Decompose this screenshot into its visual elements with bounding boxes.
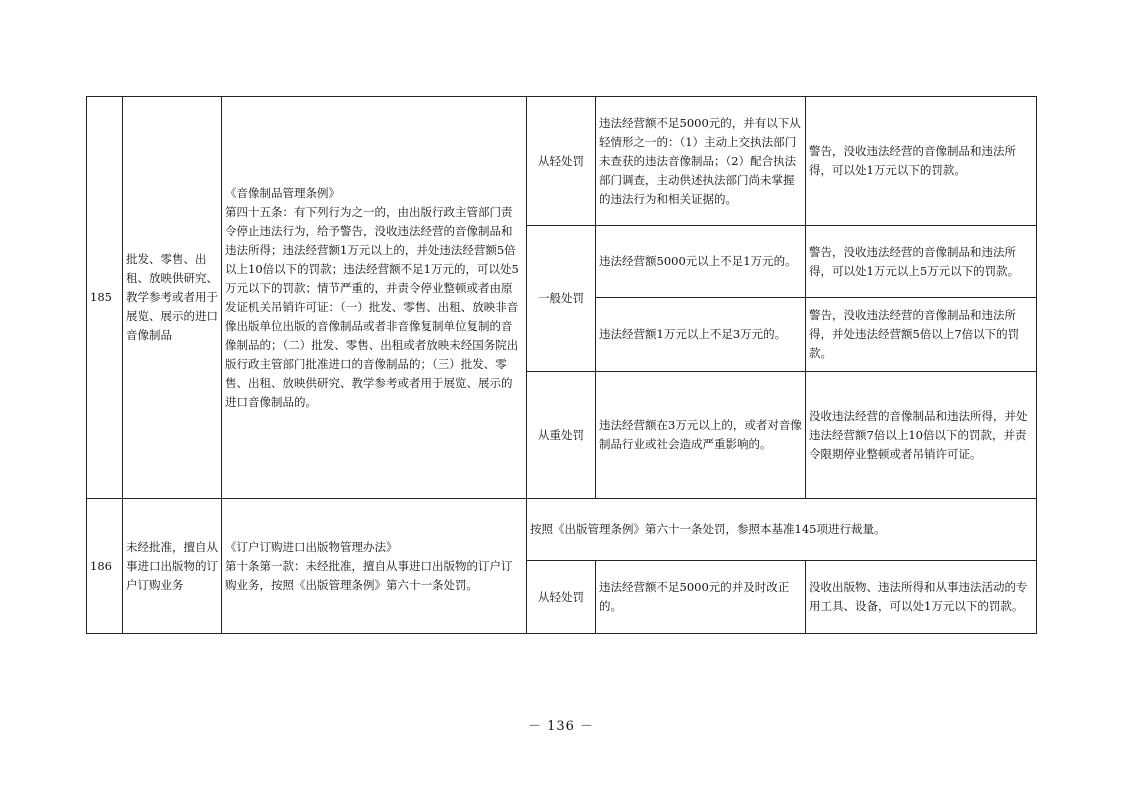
- legal-basis-text: 第四十五条：有下列行为之一的，由出版行政主管部门责令停止违法行为，给予警告，没收违法经营的音像制品和违法所得；违法经营额1万元以上的，并处违法经营额5倍以上10倍以下的罚款；违法经营额不足1万元的，可以处5万元以下的罚款；情节严重的，并责令停业整顿或者由原发证机关吊销许可证：（一）批发、零售、出租、放映非音像出版单位出版的音像制品或者非音像复制单位复制的音像制品的；（二）批发、零售、出租或者放映未经国务院出版行政主管部门批准进口的音像制品的；（三）批发、零售、出租、放映供研究、教学参考或者用于展览、展示的进口音像制品的。: [225, 204, 519, 409]
- penalty: 警告，没收违法经营的音像制品和违法所得，可以处1万元以上5万元以下的罚款。: [806, 226, 1037, 298]
- legal-basis-title: 《订户订购进口出版物管理办法》: [225, 539, 398, 554]
- penalty: 警告，没收违法经营的音像制品和违法所得，并处违法经营额5倍以上7倍以下的罚款。: [806, 298, 1037, 372]
- item-number: 185: [87, 97, 123, 499]
- legal-basis-title: 《音像制品管理条例》: [225, 185, 340, 200]
- item-number: 186: [87, 499, 123, 634]
- page-number: － 136 －: [527, 719, 595, 734]
- violation-description: 未经批准，擅自从事进口出版物的订户订购业务: [123, 499, 222, 634]
- table-row: [87, 499, 1037, 561]
- circumstance: 违法经营额1万元以上不足3万元的。: [596, 298, 806, 372]
- violation-description: 批发、零售、出租、放映供研究、教学参考或者用于展览、展示的进口音像制品: [123, 97, 222, 499]
- penalty-level: 从轻处罚: [527, 97, 596, 226]
- penalty: 警告，没收违法经营的音像制品和违法所得，可以处1万元以下的罚款。: [806, 97, 1037, 226]
- penalty-level: 从重处罚: [527, 372, 596, 499]
- circumstance: 违法经营额在3万元以上的，或者对音像制品行业或社会造成严重影响的。: [596, 372, 806, 499]
- penalty: 没收出版物、违法所得和从事违法活动的专用工具、设备，可以处1万元以下的罚款。: [806, 561, 1037, 634]
- circumstance: 违法经营额5000元以上不足1万元的。: [596, 226, 806, 298]
- circumstance: 违法经营额不足5000元的并及时改正的。: [596, 561, 806, 634]
- penalty-standard-table: [86, 96, 1037, 634]
- legal-basis: [222, 499, 527, 634]
- table-row: [87, 97, 1037, 226]
- penalty-level: 一般处罚: [527, 226, 596, 372]
- penalty: 没收违法经营的音像制品和违法所得，并处违法经营额7倍以上10倍以下的罚款，并责令限期停业整顿或者吊销许可证。: [806, 372, 1037, 499]
- legal-basis: [222, 97, 527, 499]
- penalty-level: 从轻处罚: [527, 561, 596, 634]
- reference-note: 按照《出版管理条例》第六十一条处罚，参照本基准145项进行裁量。: [527, 499, 1037, 561]
- legal-basis-text: 第十条第一款：未经批准，擅自从事进口出版物的订户订购业务，按照《出版管理条例》第六十一条处罚。: [225, 558, 513, 592]
- circumstance: 违法经营额不足5000元的，并有以下从轻情形之一的：（1）主动上交执法部门未查获的违法音像制品；（2）配合执法部门调查，主动供述执法部门尚未掌握的违法行为和相关证据的。: [596, 97, 806, 226]
